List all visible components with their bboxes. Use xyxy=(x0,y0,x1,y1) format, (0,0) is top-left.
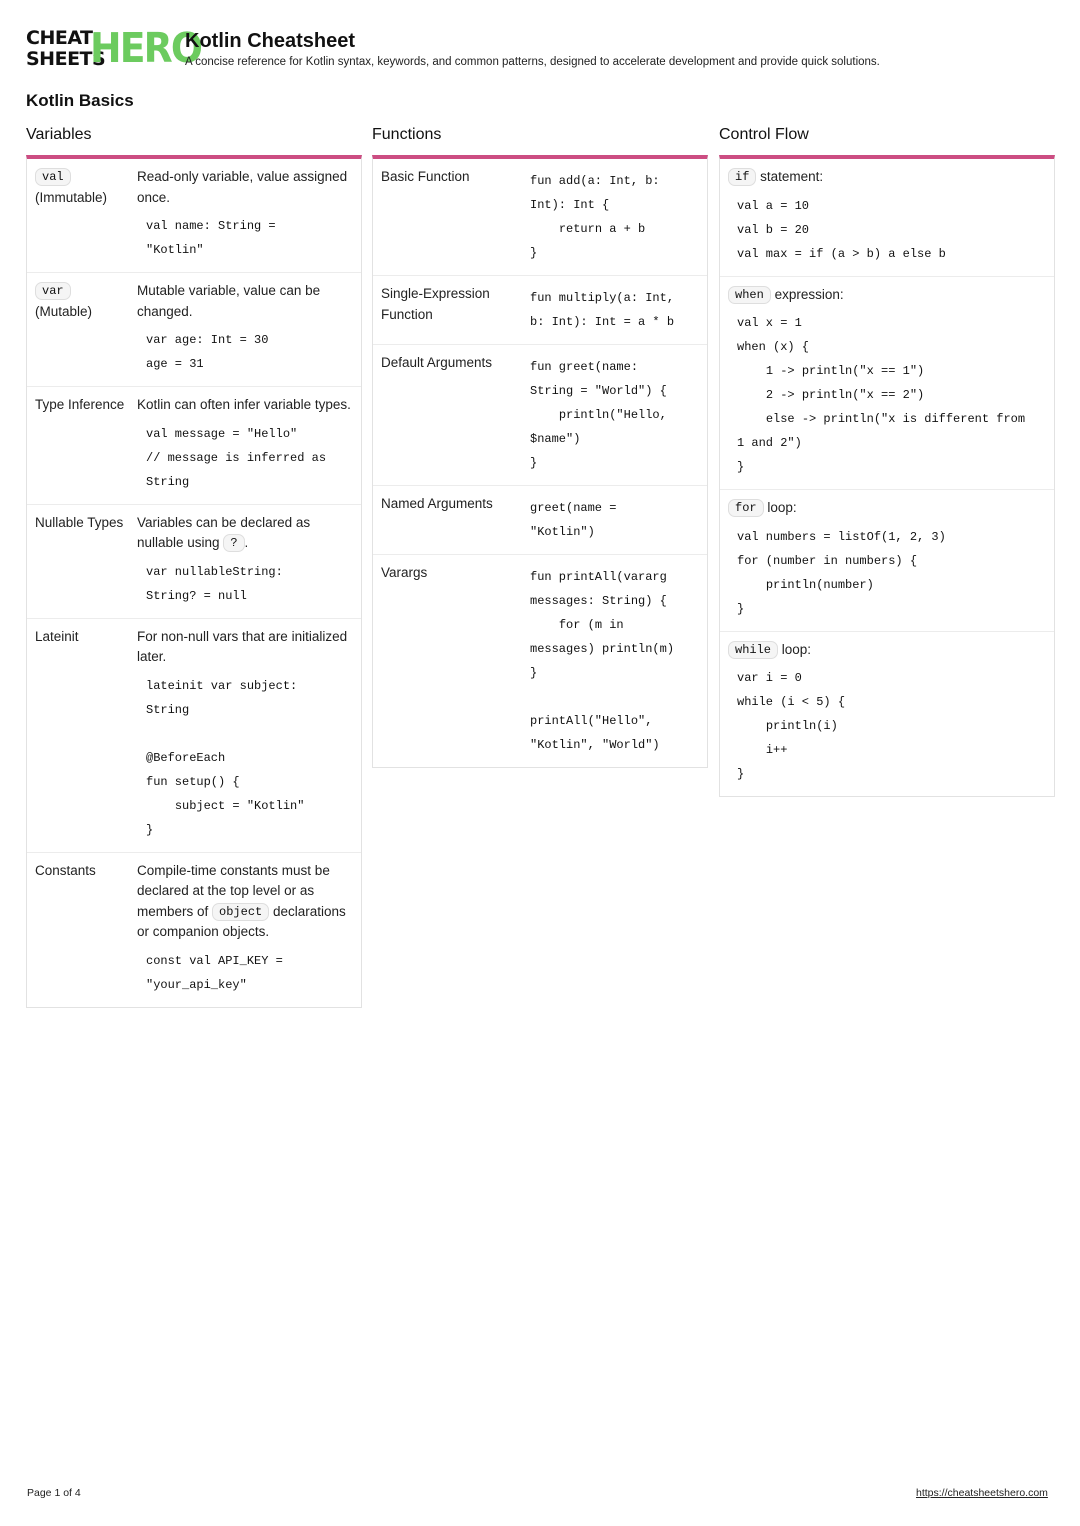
row-description: if statement: xyxy=(728,167,1046,188)
row-body xyxy=(137,395,353,494)
code-block: var nullableString: String? = null xyxy=(146,564,283,603)
row-label-text: (Mutable) xyxy=(35,303,93,319)
code-block: val x = 1 when (x) { 1 -> println("x == 1") 2 -> println("x == 2") else -> println("x is different from 1 and 2") } xyxy=(737,316,1026,474)
row-label: Type Inference xyxy=(35,397,125,412)
code-block: greet(name = "Kotlin") xyxy=(530,501,617,539)
code-chip: if xyxy=(728,168,756,186)
code-block: val name: String = "Kotlin" xyxy=(146,219,276,257)
table-row xyxy=(373,486,707,555)
code-chip: for xyxy=(728,499,764,517)
document-subtitle: A concise reference for Kotlin syntax, keywords, and common patterns, designed to accelerate development and provide quick solutions. xyxy=(185,56,880,68)
functions-column xyxy=(372,125,708,768)
control-flow-column xyxy=(719,125,1055,797)
row-body xyxy=(530,284,699,334)
table-row xyxy=(720,159,1054,277)
code-block: var age: Int = 30 age = 31 xyxy=(146,333,269,371)
row-body xyxy=(530,353,699,475)
logo-cheat-sheets-text: CHEAT SHEETS xyxy=(26,27,106,70)
code-block: val a = 10 val b = 20 val max = if (a > b) a else b xyxy=(737,198,946,261)
row-description: Read-only variable, value assigned once. xyxy=(137,169,348,205)
row-body xyxy=(137,167,353,262)
row-description: Mutable variable, value can be changed. xyxy=(137,283,321,319)
row-label: Lateinit xyxy=(35,628,79,644)
row-body xyxy=(137,513,353,608)
section-title: Kotlin Basics xyxy=(26,91,134,110)
functions-title: Functions xyxy=(372,126,442,143)
row-body xyxy=(137,861,353,997)
variables-column xyxy=(26,125,362,1008)
table-row xyxy=(373,159,707,276)
logo-hero-text: HERO xyxy=(90,24,202,72)
document-title: Kotlin Cheatsheet xyxy=(185,30,356,52)
code-block: val message = "Hello" // message is inferred as String xyxy=(146,426,327,489)
row-label: Named Arguments xyxy=(381,496,493,511)
code-chip: object xyxy=(212,903,269,921)
code-chip: when xyxy=(728,286,771,304)
table-row xyxy=(720,490,1054,632)
functions-card xyxy=(372,155,708,768)
table-row xyxy=(27,273,361,387)
row-label: Nullable Types xyxy=(35,514,124,530)
code-block: val numbers = listOf(1, 2, 3) for (number in numbers) { println(number) } xyxy=(737,529,946,616)
table-row xyxy=(27,505,361,619)
code-block: fun printAll(vararg messages: String) { for (m in messages) println(m) } printAll("Hello", "Kotlin", "World") xyxy=(530,570,675,752)
row-description: Compile-time constants must be declared at the top level or as members of object declarations or companion objects. xyxy=(137,862,346,939)
control-flow-card xyxy=(719,155,1055,797)
row-label: Basic Function xyxy=(381,169,470,184)
row-label xyxy=(35,281,137,376)
code-block: const val API_KEY = "your_api_key" xyxy=(146,953,283,992)
row-label-text: (Immutable) xyxy=(35,189,108,205)
code-chip: var xyxy=(35,282,71,300)
code-block: fun multiply(a: Int, b: Int): Int = a * b xyxy=(530,291,675,329)
table-row xyxy=(373,276,707,345)
table-row xyxy=(27,387,361,505)
table-row xyxy=(720,632,1054,797)
row-description: when expression: xyxy=(728,285,1046,306)
cheatsheetshero-logo[interactable] xyxy=(26,24,202,72)
row-description: Kotlin can often infer variable types. xyxy=(137,397,351,412)
row-description: For non-null vars that are initialized later. xyxy=(137,628,348,664)
table-row xyxy=(27,619,361,853)
variables-card xyxy=(26,155,362,1008)
table-row xyxy=(27,853,361,1007)
page-header xyxy=(26,24,1056,76)
row-body xyxy=(530,167,699,265)
row-label: Varargs xyxy=(381,565,428,580)
row-label: Default Arguments xyxy=(381,355,493,370)
row-body xyxy=(137,281,353,376)
table-row xyxy=(720,277,1054,491)
table-row xyxy=(373,555,707,767)
row-description: for loop: xyxy=(728,498,1046,519)
page-number: Page 1 of 4 xyxy=(27,1487,81,1499)
code-chip: val xyxy=(35,168,71,186)
row-label xyxy=(35,167,137,262)
code-block: var i = 0 while (i < 5) { println(i) i++ } xyxy=(737,671,846,781)
row-description: Variables can be declared as nullable using ? . xyxy=(137,514,311,550)
control-flow-title: Control Flow xyxy=(719,126,809,143)
code-chip: ? xyxy=(223,534,244,552)
row-label: Constants xyxy=(35,862,96,878)
variables-title: Variables xyxy=(26,126,92,143)
row-body xyxy=(530,563,699,757)
code-block: lateinit var subject: String @BeforeEach fun setup() { subject = "Kotlin" } xyxy=(146,678,305,837)
row-body xyxy=(137,627,353,842)
table-row xyxy=(373,345,707,486)
code-chip: while xyxy=(728,641,778,659)
row-body xyxy=(530,494,699,544)
code-block: fun greet(name: String = "World") { println("Hello, $name") } xyxy=(530,360,667,470)
row-label: Single-Expression Function xyxy=(381,286,490,322)
site-link[interactable]: https://cheatsheetshero.com xyxy=(916,1487,1048,1499)
code-block: fun add(a: Int, b: Int): Int { return a + b } xyxy=(530,174,660,260)
table-row xyxy=(27,159,361,273)
row-description: while loop: xyxy=(728,640,1046,661)
